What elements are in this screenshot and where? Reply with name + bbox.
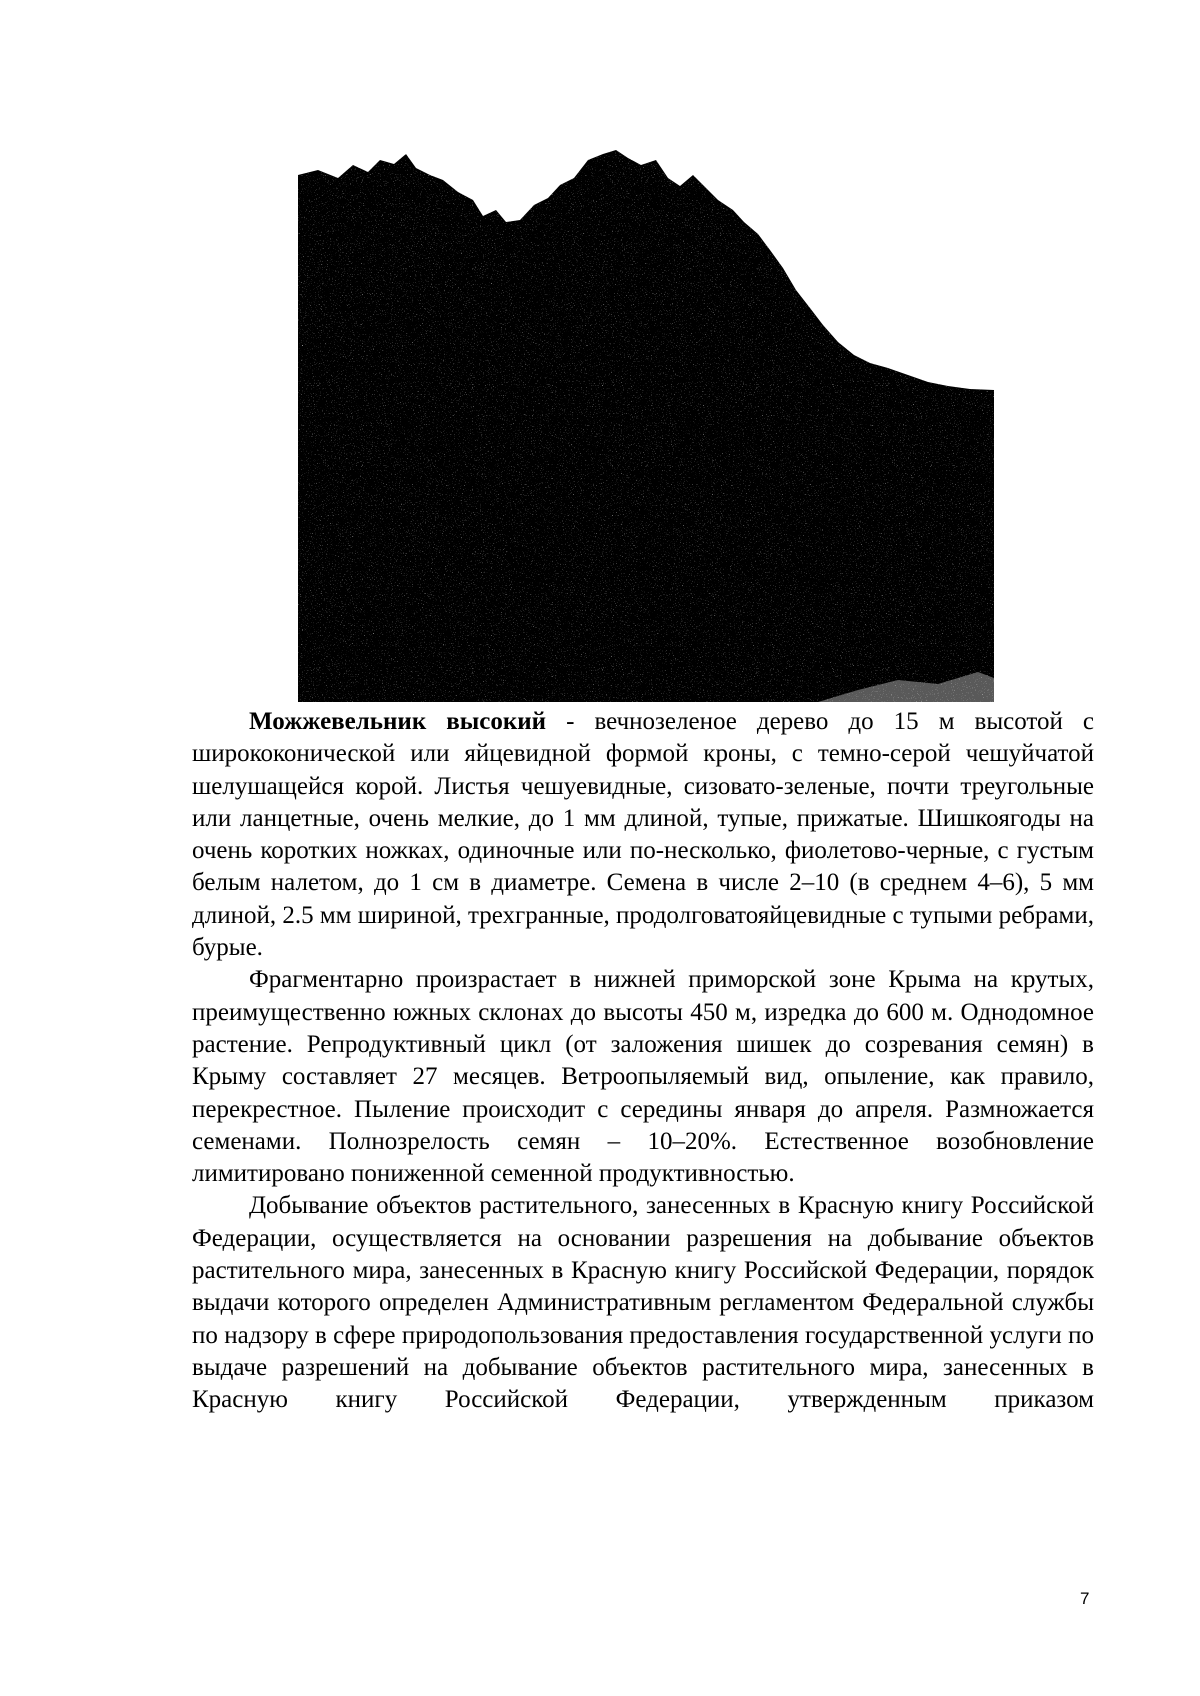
document-body [192,706,1094,1417]
legal-paragraph: Добывание объектов растительного, занесенных в Красную книгу Российской Федерации, осуществляется на основании разрешения на добывание объектов растительного мира, занесенных в Красную книгу Российской Федерации, порядок выдачи которого определен Административным регламентом Федеральной службы по надзору в сфере природопользования предоставления государственной услуги по выдаче разрешений на добывание объектов растительного мира, занесенных в Красную книгу Российской Федерации, утвержденным приказом [192,1192,1094,1414]
description-paragraph [192,706,1094,964]
page-number: 7 [1080,1589,1090,1608]
description-text: - вечнозеленое дерево до 15 м высотой с ширококонической или яйцевидной формой кроны, с темно-серой чешуйчатой шелушащейся корой. Листья чешуевидные, сизовато-зеленые, почти треугольные или ланцетные, очень мелкие, до 1 мм длиной, тупые, прижатые. Шишкоягоды на очень коротких ножках, одиночные или по-несколько, фиолетово-черные, с густым белым налетом, до 1 см в диаметре. Семена в числе 2–10 (в среднем 4–6), 5 мм длиной, 2.5 мм шириной, трехгранные, продолговатояйцевидные с тупыми ребрами, бурые. [192,708,1094,962]
juniper-tree-photo [298,150,994,702]
species-name: Можжевельник высокий [249,708,547,735]
ecology-paragraph: Фрагментарно произрастает в нижней приморской зоне Крыма на крутых, преимущественно южных склонах до высоты 450 м, изредка до 600 м. Однодомное растение. Репродуктивный цикл (от заложения шишек до созревания семян) в Крыму составляет 27 месяцев. Ветроопыляемый вид, опыление, как правило, перекрестное. Пыление происходит с середины января до апреля. Размножается семенами. Полнозрелость семян – 10–20%. Естественное возобновление лимитировано пониженной семенной продуктивностью. [192,966,1094,1188]
